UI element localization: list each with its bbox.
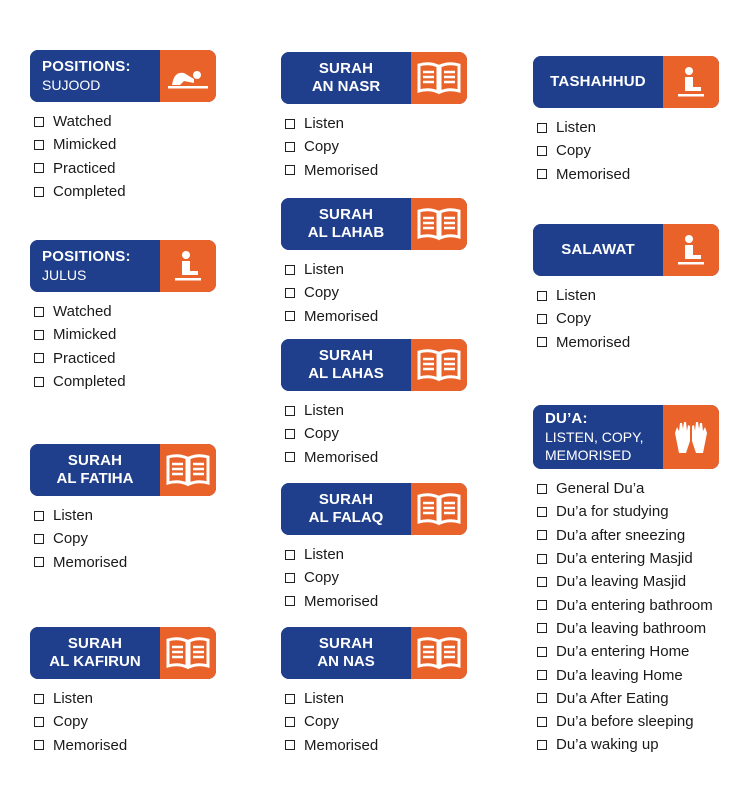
checklist-item bbox=[34, 734, 216, 757]
kneeling-icon bbox=[663, 224, 719, 276]
checklist-item bbox=[537, 733, 719, 756]
banner-title: POSITIONS: bbox=[42, 248, 131, 265]
checkbox[interactable] bbox=[537, 600, 547, 610]
checklist-item bbox=[285, 566, 467, 589]
checkbox[interactable] bbox=[537, 337, 547, 347]
checkbox[interactable] bbox=[537, 314, 547, 324]
checklist-item bbox=[285, 399, 467, 422]
checklist-item bbox=[537, 331, 719, 354]
checklist-item bbox=[34, 157, 216, 180]
checklist-item bbox=[34, 551, 216, 574]
banner-subtitle-2: MEMORISED bbox=[545, 447, 632, 463]
checklist bbox=[285, 399, 467, 469]
checklist-item bbox=[285, 159, 467, 182]
checkbox[interactable] bbox=[285, 740, 295, 750]
card-surah-an-nasr bbox=[281, 52, 467, 182]
banner-label bbox=[30, 627, 160, 679]
banner-subtitle: AL FALAQ bbox=[308, 509, 384, 526]
checkbox[interactable] bbox=[285, 717, 295, 727]
book-icon bbox=[411, 339, 467, 391]
checklist bbox=[537, 477, 719, 757]
checkbox[interactable] bbox=[285, 265, 295, 275]
kneeling-icon bbox=[160, 240, 216, 292]
checklist-item-label: Watched bbox=[53, 113, 112, 131]
checklist bbox=[285, 543, 467, 613]
checklist-item-label: Copy bbox=[556, 310, 592, 328]
checklist bbox=[34, 300, 216, 393]
checklist-item-label: Listen bbox=[304, 115, 345, 133]
checklist bbox=[34, 687, 216, 757]
banner-subtitle: JULUS bbox=[42, 267, 87, 283]
checklist-item-label: Memorised bbox=[304, 736, 379, 754]
checklist-item bbox=[34, 687, 216, 710]
checklist bbox=[537, 116, 719, 186]
banner bbox=[30, 50, 216, 102]
checklist-item bbox=[537, 524, 719, 547]
checkbox[interactable] bbox=[34, 511, 44, 521]
checklist-item-label: Du’a leaving bathroom bbox=[556, 619, 707, 637]
checklist-item bbox=[34, 527, 216, 550]
checklist bbox=[285, 687, 467, 757]
card-surah-an-nas bbox=[281, 627, 467, 757]
checklist-item-label: Listen bbox=[53, 507, 94, 525]
banner bbox=[533, 56, 719, 108]
checkbox[interactable] bbox=[34, 307, 44, 317]
card-surah-al-kafirun bbox=[30, 627, 216, 757]
checklist-item-label: Mimicked bbox=[53, 136, 117, 154]
banner-subtitle: LISTEN, COPY, bbox=[545, 429, 644, 445]
card-dua bbox=[533, 405, 719, 757]
banner-label bbox=[30, 240, 160, 292]
card-positions-julus bbox=[30, 240, 216, 393]
checkbox[interactable] bbox=[537, 484, 547, 494]
checklist-item bbox=[34, 180, 216, 203]
checklist-item bbox=[537, 307, 719, 330]
checklist-item-label: Copy bbox=[304, 138, 340, 156]
checkbox[interactable] bbox=[537, 577, 547, 587]
banner-title: SURAH bbox=[318, 491, 374, 508]
banner-title: SURAH bbox=[318, 206, 374, 223]
book-icon bbox=[160, 444, 216, 496]
checklist-item bbox=[537, 284, 719, 307]
checklist-item bbox=[537, 640, 719, 663]
checkbox[interactable] bbox=[285, 596, 295, 606]
checklist-item-label: Listen bbox=[304, 546, 345, 564]
banner bbox=[281, 198, 467, 250]
banner-title: DU’A: bbox=[545, 410, 588, 427]
checkbox[interactable] bbox=[537, 740, 547, 750]
banner bbox=[30, 240, 216, 292]
checkbox[interactable] bbox=[34, 534, 44, 544]
checklist-item-label: Copy bbox=[304, 713, 340, 731]
card-surah-al-fatiha bbox=[30, 444, 216, 574]
book-icon bbox=[160, 627, 216, 679]
checkbox[interactable] bbox=[285, 288, 295, 298]
checklist-item-label: Copy bbox=[53, 530, 89, 548]
banner-title: SURAH bbox=[67, 452, 123, 469]
card-surah-al-lahab bbox=[281, 198, 467, 328]
checklist-item-label: Du’a entering bathroom bbox=[556, 596, 713, 614]
checklist-item-label: Copy bbox=[53, 713, 89, 731]
banner-subtitle: SUJOOD bbox=[42, 77, 101, 93]
checklist-item-label: Copy bbox=[304, 284, 340, 302]
checkbox[interactable] bbox=[537, 507, 547, 517]
checklist-item-label: Memorised bbox=[304, 161, 379, 179]
checklist-item-label: Memorised bbox=[304, 448, 379, 466]
banner-label bbox=[533, 224, 663, 276]
prostration-icon bbox=[160, 50, 216, 102]
checkbox[interactable] bbox=[537, 670, 547, 680]
book-icon bbox=[411, 52, 467, 104]
checklist-item bbox=[285, 281, 467, 304]
checkbox[interactable] bbox=[285, 694, 295, 704]
banner bbox=[281, 627, 467, 679]
checklist-item-label: General Du’a bbox=[556, 480, 645, 498]
checkbox[interactable] bbox=[285, 452, 295, 462]
banner-title: SURAH bbox=[318, 635, 374, 652]
checkbox[interactable] bbox=[34, 557, 44, 567]
checklist-item-label: Du’a leaving Masjid bbox=[556, 573, 687, 591]
checkbox[interactable] bbox=[34, 717, 44, 727]
banner bbox=[30, 627, 216, 679]
checklist-item-label: Du’a before sleeping bbox=[556, 713, 694, 731]
checklist-item bbox=[285, 687, 467, 710]
checklist-item bbox=[285, 734, 467, 757]
banner-subtitle: AL KAFIRUN bbox=[49, 653, 141, 670]
banner-label bbox=[281, 52, 411, 104]
checklist-item bbox=[285, 710, 467, 733]
checklist-item bbox=[34, 110, 216, 133]
checklist-item-label: Copy bbox=[556, 142, 592, 160]
banner bbox=[533, 224, 719, 276]
banner-subtitle: AL LAHAB bbox=[307, 224, 385, 241]
banner-label bbox=[533, 56, 663, 108]
checkbox[interactable] bbox=[34, 140, 44, 150]
checklist-item bbox=[537, 570, 719, 593]
checkbox[interactable] bbox=[537, 717, 547, 727]
checkbox[interactable] bbox=[537, 623, 547, 633]
checklist-item-label: Listen bbox=[556, 119, 597, 137]
checklist-item-label: Practiced bbox=[53, 349, 116, 367]
checklist-item bbox=[537, 139, 719, 162]
praying-hands-icon bbox=[663, 405, 719, 469]
checklist-item-label: Du’a waking up bbox=[556, 736, 659, 754]
checklist-item-label: Listen bbox=[556, 287, 597, 305]
checkbox[interactable] bbox=[537, 169, 547, 179]
checklist-item-label: Watched bbox=[53, 303, 112, 321]
banner-label bbox=[281, 339, 411, 391]
checklist-item bbox=[34, 133, 216, 156]
checklist-item-label: Memorised bbox=[53, 736, 128, 754]
book-icon bbox=[411, 483, 467, 535]
checklist-item bbox=[34, 504, 216, 527]
checklist-item bbox=[285, 305, 467, 328]
checklist-item-label: Copy bbox=[304, 425, 340, 443]
checkbox[interactable] bbox=[34, 330, 44, 340]
banner-subtitle: AL LAHAS bbox=[308, 365, 384, 382]
checklist-item bbox=[34, 710, 216, 733]
checkbox[interactable] bbox=[285, 142, 295, 152]
card-surah-al-lahas bbox=[281, 339, 467, 469]
checklist-item-label: Du’a entering Masjid bbox=[556, 550, 693, 568]
checkbox[interactable] bbox=[34, 740, 44, 750]
checklist-item bbox=[285, 135, 467, 158]
checkbox[interactable] bbox=[34, 353, 44, 363]
checkbox[interactable] bbox=[285, 406, 295, 416]
checkbox[interactable] bbox=[537, 693, 547, 703]
checklist-item bbox=[537, 593, 719, 616]
checkbox[interactable] bbox=[537, 146, 547, 156]
checklist bbox=[285, 112, 467, 182]
checklist bbox=[537, 284, 719, 354]
banner-title: SURAH bbox=[67, 635, 123, 652]
checklist-item bbox=[537, 116, 719, 139]
checklist-item-label: Memorised bbox=[304, 592, 379, 610]
banner-label bbox=[281, 198, 411, 250]
card-positions-sujood bbox=[30, 50, 216, 203]
checkbox[interactable] bbox=[537, 530, 547, 540]
checkbox[interactable] bbox=[537, 291, 547, 301]
checkbox[interactable] bbox=[285, 550, 295, 560]
banner bbox=[281, 339, 467, 391]
banner-title: TASHAHHUD bbox=[550, 73, 646, 90]
checkbox[interactable] bbox=[34, 694, 44, 704]
checklist-item-label: Listen bbox=[53, 690, 94, 708]
checkbox[interactable] bbox=[285, 429, 295, 439]
banner bbox=[533, 405, 719, 469]
banner-title: SALAWAT bbox=[561, 241, 635, 258]
banner bbox=[281, 52, 467, 104]
checkbox[interactable] bbox=[34, 187, 44, 197]
checklist-item-label: Memorised bbox=[304, 307, 379, 325]
book-icon bbox=[411, 198, 467, 250]
checklist-item bbox=[34, 300, 216, 323]
checklist-item-label: Du’a entering Home bbox=[556, 643, 690, 661]
banner-label bbox=[281, 483, 411, 535]
checklist-item-label: Memorised bbox=[556, 165, 631, 183]
banner bbox=[281, 483, 467, 535]
checklist-item-label: Du’a leaving Home bbox=[556, 666, 683, 684]
checklist-item bbox=[537, 500, 719, 523]
banner-label bbox=[281, 627, 411, 679]
card-tashahhud bbox=[533, 56, 719, 186]
banner-label bbox=[30, 50, 160, 102]
checklist-item-label: Practiced bbox=[53, 159, 116, 177]
checklist-item-label: Du’a after sneezing bbox=[556, 526, 686, 544]
checklist-item bbox=[34, 347, 216, 370]
checklist-item bbox=[285, 446, 467, 469]
banner-label bbox=[30, 444, 160, 496]
checklist-item bbox=[34, 370, 216, 393]
checklist-item bbox=[285, 258, 467, 281]
checklist-item-label: Copy bbox=[304, 569, 340, 587]
checklist bbox=[34, 504, 216, 574]
checklist-item-label: Completed bbox=[53, 183, 126, 201]
checklist-item bbox=[285, 422, 467, 445]
checklist-item bbox=[285, 590, 467, 613]
checkbox[interactable] bbox=[285, 119, 295, 129]
banner-subtitle: AN NASR bbox=[311, 78, 381, 95]
card-salawat bbox=[533, 224, 719, 354]
banner-title: SURAH bbox=[318, 347, 374, 364]
checkbox[interactable] bbox=[285, 311, 295, 321]
checkbox[interactable] bbox=[285, 165, 295, 175]
checklist-item bbox=[537, 617, 719, 640]
checklist-item-label: Memorised bbox=[53, 553, 128, 571]
checklist-item-label: Listen bbox=[304, 690, 345, 708]
banner bbox=[30, 444, 216, 496]
checklist-item bbox=[537, 547, 719, 570]
checklist-item-label: Mimicked bbox=[53, 326, 117, 344]
card-surah-al-falaq bbox=[281, 483, 467, 613]
checklist bbox=[34, 110, 216, 203]
checklist-item bbox=[537, 663, 719, 686]
checklist-item-label: Du’a for studying bbox=[556, 503, 669, 521]
book-icon bbox=[411, 627, 467, 679]
checklist-item bbox=[537, 477, 719, 500]
checkbox[interactable] bbox=[537, 554, 547, 564]
checkbox[interactable] bbox=[285, 573, 295, 583]
checklist-item-label: Du’a After Eating bbox=[556, 689, 669, 707]
checklist-item bbox=[285, 112, 467, 135]
checklist-item-label: Listen bbox=[304, 402, 345, 420]
kneeling-icon bbox=[663, 56, 719, 108]
checklist-item bbox=[537, 710, 719, 733]
checklist-item-label: Memorised bbox=[556, 333, 631, 351]
banner-title: SURAH bbox=[318, 60, 374, 77]
checklist-item bbox=[537, 163, 719, 186]
checklist-item-label: Listen bbox=[304, 261, 345, 279]
banner-subtitle: AN NAS bbox=[317, 653, 375, 670]
checklist-item-label: Completed bbox=[53, 373, 126, 391]
checkbox[interactable] bbox=[537, 123, 547, 133]
banner-label bbox=[533, 405, 663, 469]
banner-subtitle: AL FATIHA bbox=[56, 470, 134, 487]
banner-title: POSITIONS: bbox=[42, 58, 131, 75]
checklist bbox=[285, 258, 467, 328]
checklist-item bbox=[285, 543, 467, 566]
checkbox[interactable] bbox=[34, 163, 44, 173]
checklist-item bbox=[537, 687, 719, 710]
checklist-item bbox=[34, 323, 216, 346]
checkbox[interactable] bbox=[34, 377, 44, 387]
checkbox[interactable] bbox=[34, 117, 44, 127]
checkbox[interactable] bbox=[537, 647, 547, 657]
